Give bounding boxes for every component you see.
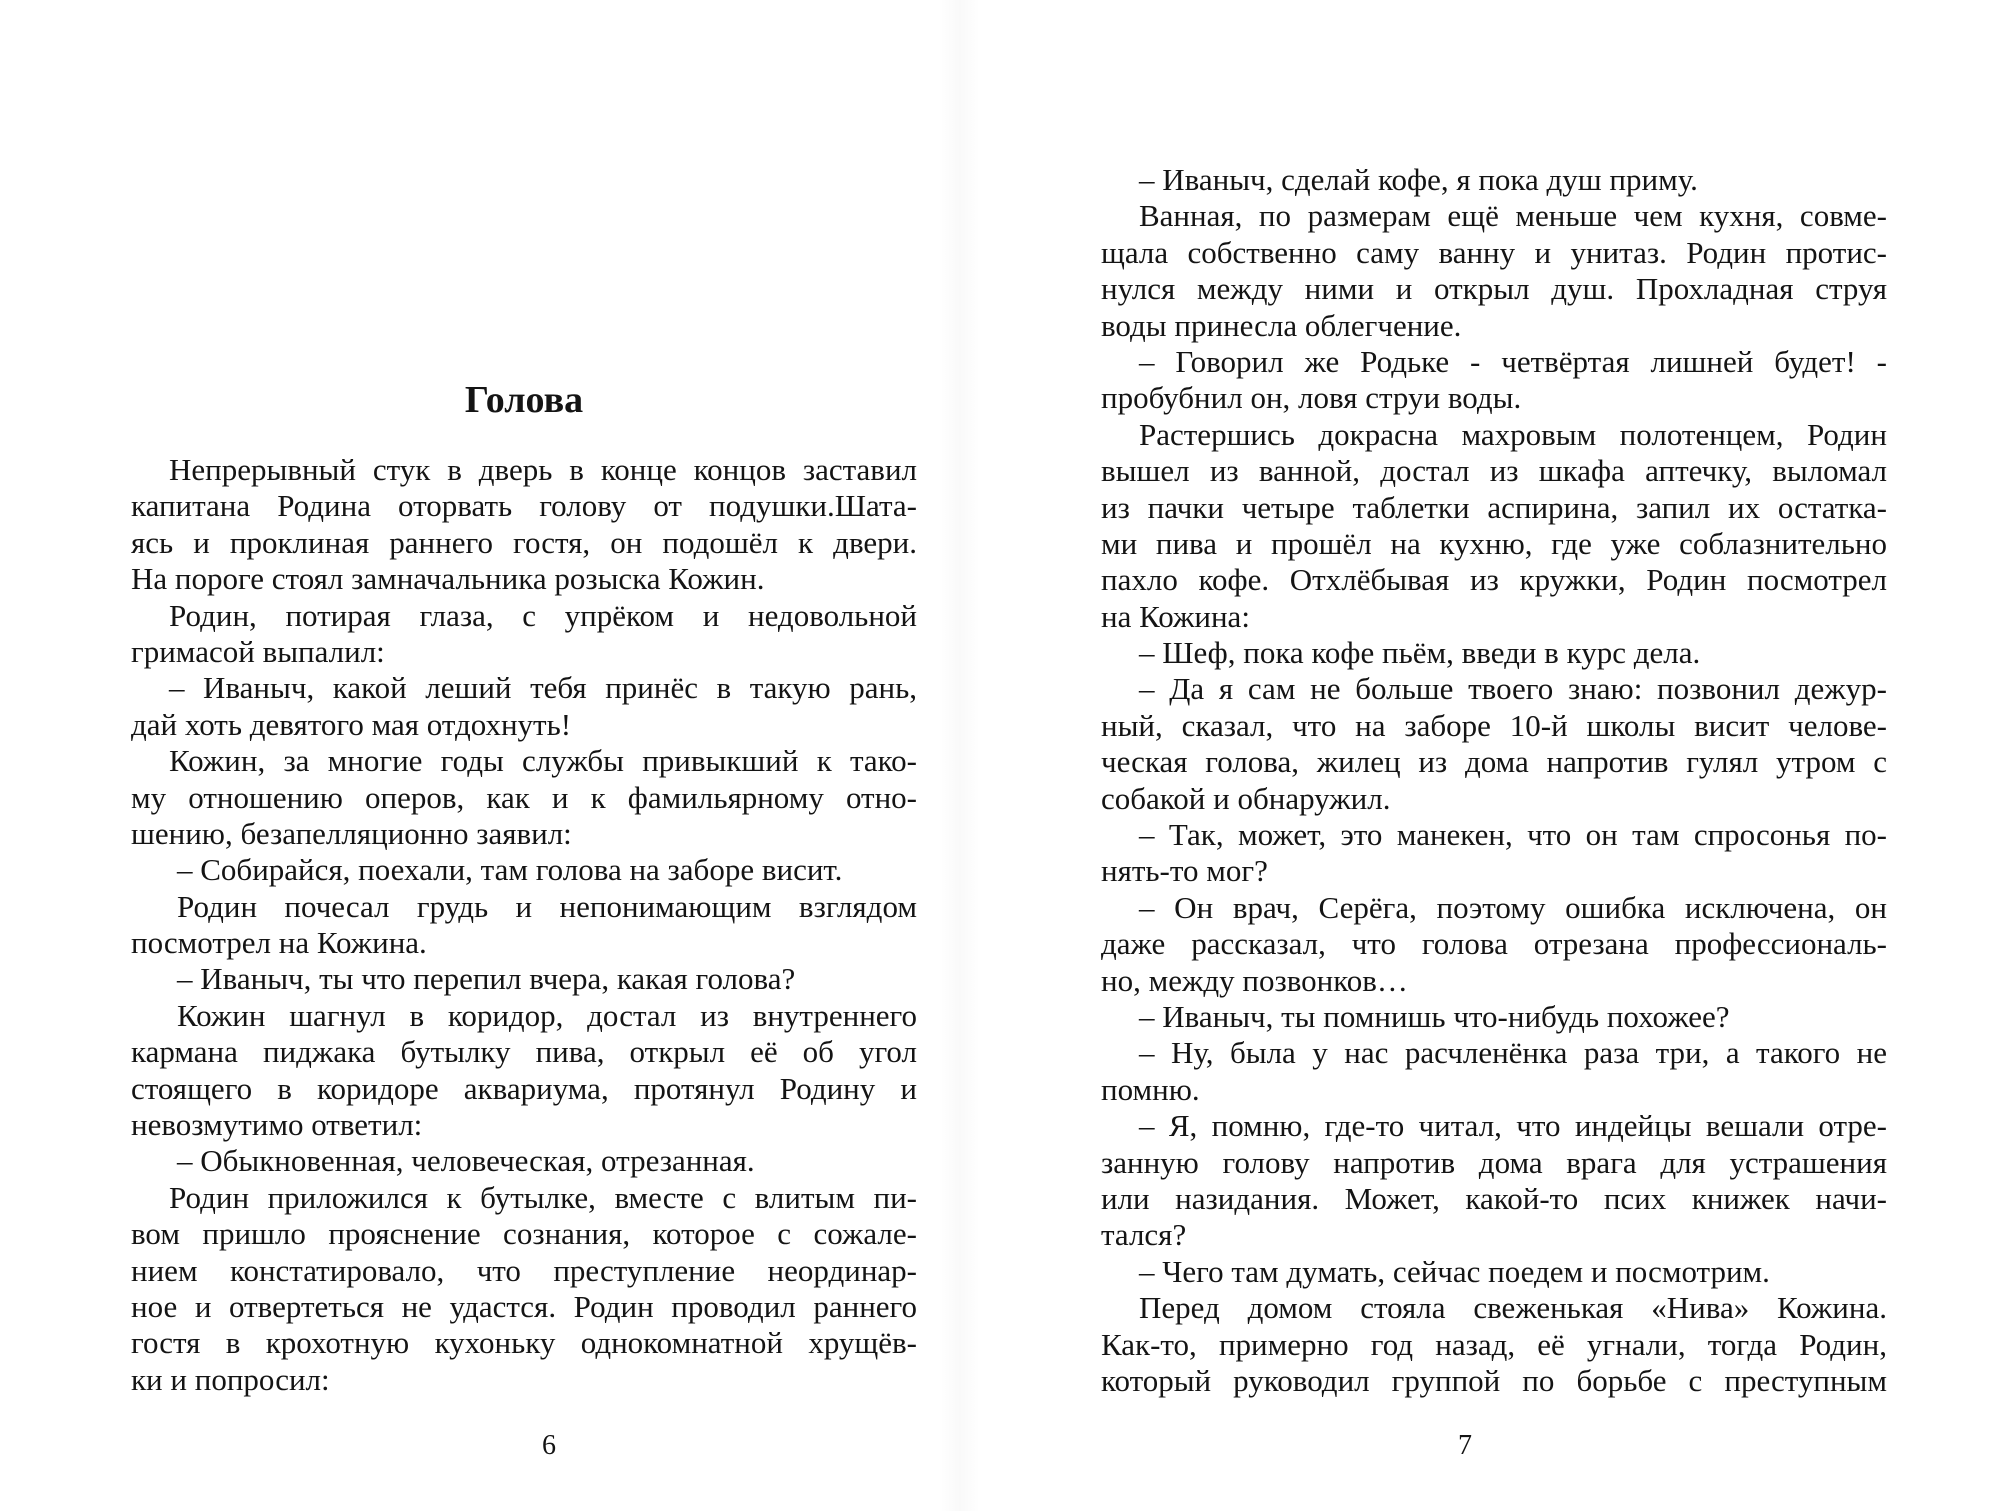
text-line: Родин приложился к бутылке, вместе с влитым пи-	[169, 1179, 917, 1215]
text-line: ное и отвертеться не удастся. Родин проводил раннего	[131, 1288, 917, 1324]
text-line: гостя в крохотную кухоньку однокомнатной хрущёв-	[131, 1325, 917, 1361]
page-number: 6	[542, 1430, 556, 1461]
text-line: даже рассказал, что голова отрезана профессиональ-	[1101, 926, 1887, 962]
text-line: тался?	[1101, 1217, 1187, 1253]
text-line: – Обыкновенная, человеческая, отрезанная.	[177, 1143, 755, 1179]
text-line: Кожин шагнул в коридор, достал из внутреннего	[177, 997, 917, 1033]
text-line: – Чего там думать, сейчас поедем и посмотрим.	[1139, 1253, 1770, 1289]
text-line: пробубнил он, ловя струи воды.	[1101, 380, 1522, 416]
text-line: нием констатировало, что преступление неординар-	[131, 1252, 917, 1288]
text-line: вышел из ванной, достал из шкафа аптечку, выломал	[1101, 453, 1887, 489]
text-line: – Иваныч, ты помнишь что-нибудь похожее?	[1139, 998, 1730, 1034]
text-line: – Иваныч, ты что перепил вчера, какая голова?	[177, 961, 796, 997]
text-line: шению, безапелляционно заявил:	[131, 815, 572, 851]
text-line: нулся между ними и открыл душ. Прохладная струя	[1101, 271, 1887, 307]
text-line: ясь и проклиная раннего гостя, он подошёл к двери.	[131, 524, 917, 560]
text-line: му отношению оперов, как и к фамильярному отно-	[131, 779, 917, 815]
text-line: Родин почесал грудь и непонимающим взглядом	[177, 888, 917, 924]
text-line: пахло кофе. Отхлёбывая из кружки, Родин посмотрел	[1101, 562, 1887, 598]
text-line: нять-то мог?	[1101, 853, 1268, 889]
text-line: – Иваныч, сделай кофе, я пока душ приму.	[1139, 162, 1698, 197]
text-line: – Да я сам не больше твоего знаю: позвонил дежур-	[1139, 671, 1887, 707]
text-line: Перед домом стояла свеженькая «Нива» Кожина.	[1139, 1290, 1887, 1326]
page-number: 7	[1458, 1430, 1472, 1461]
text-line: – Шеф, пока кофе пьём, введи в курс дела.	[1139, 635, 1701, 671]
text-line: Ванная, по размерам ещё меньше чем кухня, совме-	[1139, 198, 1887, 234]
text-line: гримасой выпалил:	[131, 633, 385, 669]
text-line: ми пива и прошёл на кухню, где уже соблазнительно	[1101, 525, 1887, 561]
text-line: помню.	[1101, 1071, 1200, 1107]
text-line: невозмутимо ответил:	[131, 1107, 423, 1143]
text-line: воды принесла облегчение.	[1101, 307, 1462, 343]
text-line: – Я, помню, где-то читал, что индейцы вешали отре-	[1139, 1108, 1887, 1144]
text-line: вом пришло прояснение сознания, которое с сожале-	[131, 1216, 917, 1252]
text-line: занную голову напротив дома врага для устрашения	[1101, 1144, 1887, 1180]
text-line: дай хоть девятого мая отдохнуть!	[131, 706, 572, 742]
text-line: капитана Родина оторвать голову от подушки.Шата-	[131, 488, 917, 524]
text-line: – Говорил же Родьке - четвёртая лишней будет! -	[1139, 343, 1887, 379]
text-line: посмотрел на Кожина.	[131, 925, 427, 961]
text-line: собакой и обнаружил.	[1101, 780, 1391, 816]
text-line: Растершись докрасна махровым полотенцем, Родин	[1139, 416, 1887, 452]
text-line: из пачки четыре таблетки аспирина, запил их остатка-	[1101, 489, 1887, 525]
text-line: Как-то, примерно год назад, её угнали, тогда Родин,	[1101, 1326, 1887, 1362]
right-page-text	[1101, 162, 1887, 1399]
text-line: стоящего в коридоре аквариума, протянул Родину и	[131, 1070, 917, 1106]
text-line: – Иваныч, какой леший тебя принёс в такую рань,	[169, 670, 917, 706]
text-line: на Кожина:	[1101, 598, 1250, 634]
right-page	[1000, 0, 2000, 1511]
chapter-title: Голова	[464, 379, 584, 421]
text-line: щала собственно саму ванну и унитаз. Родин протис-	[1101, 234, 1887, 270]
text-line: – Он врач, Серёга, поэтому ошибка исключена, он	[1139, 889, 1887, 925]
text-line: ки и попросил:	[131, 1361, 330, 1397]
text-line: ный, сказал, что на заборе 10-й школы висит челове-	[1101, 707, 1887, 743]
text-line: – Так, может, это манекен, что он там спросонья по-	[1139, 817, 1887, 853]
text-line: кармана пиджака бутылку пива, открыл её об угол	[131, 1034, 917, 1070]
text-line: Кожин, за многие годы службы привыкший к тако-	[169, 743, 917, 779]
text-line: который руководил группой по борьбе с преступным	[1101, 1362, 1887, 1398]
text-line: или назидания. Может, какой-то псих книжек начи-	[1101, 1180, 1887, 1216]
text-line: но, между позвонков…	[1101, 962, 1408, 998]
text-line: На пороге стоял замначальника розыска Кожин.	[131, 561, 765, 597]
text-line: – Собирайся, поехали, там голова на заборе висит.	[177, 852, 843, 888]
text-line: Непрерывный стук в дверь в конце концов заставил	[169, 452, 917, 487]
text-line: – Ну, была у нас расчленёнка раза три, а такого не	[1139, 1035, 1887, 1071]
text-line: Родин, потирая глаза, с упрёком и недовольной	[169, 597, 917, 633]
text-line: ческая голова, жилец из дома напротив гулял утром с	[1101, 744, 1887, 780]
left-page-text	[131, 452, 917, 1398]
